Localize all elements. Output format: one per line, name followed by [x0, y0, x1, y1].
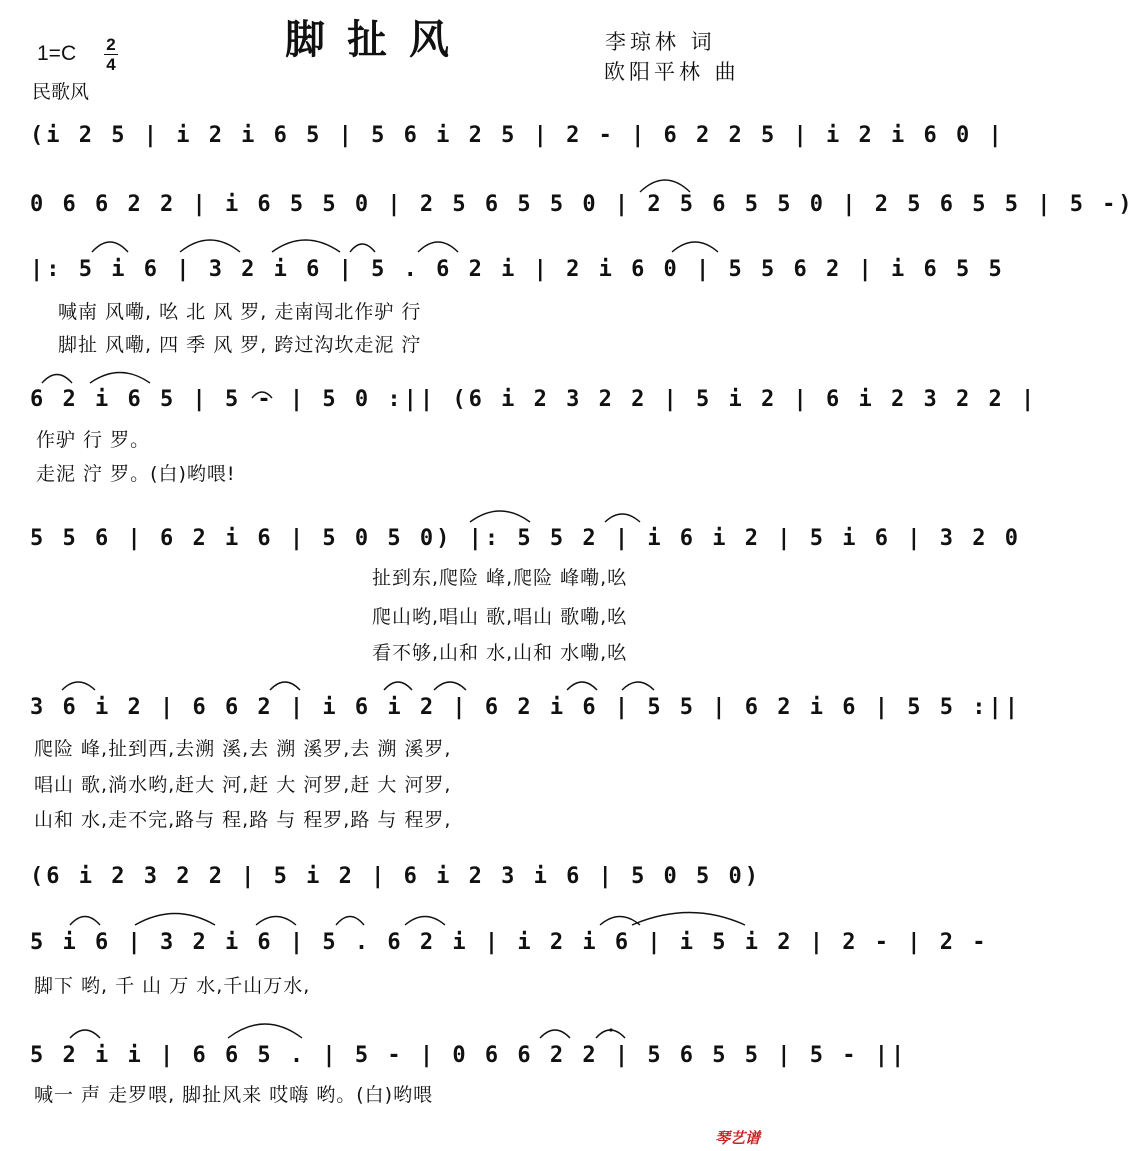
score-system-3: |: 5 i 6 | 3 2 i 6 | 5 . 6 2 i | 2 i 6 0 | 5 5 6 2 | i 6 5 5: [30, 257, 1005, 282]
slur-arc: [405, 917, 445, 926]
slur-arc: [42, 375, 72, 384]
slur-arc: [622, 682, 654, 690]
slur-arc: [605, 514, 640, 522]
key-signature: 1=C: [37, 42, 77, 65]
song-title: 脚扯风: [285, 17, 471, 63]
slur-arc: [90, 373, 150, 384]
slur-arc: [180, 240, 240, 252]
slur-arc: [567, 682, 597, 690]
slur-arc: [540, 1030, 570, 1038]
score-system-5: 5 5 6 | 6 2 i 6 | 5 0 5 0) |: 5 5 2 | i 6 i 2 | 5 i 6 | 3 2 0: [30, 526, 1021, 551]
score-system-6: 3 6 i 2 | 6 6 2 | i 6 i 2 | 6 2 i 6 | 5 5 | 6 2 i 6 | 5 5 :||: [30, 695, 1021, 720]
slur-arc: [336, 917, 364, 926]
lyric-verse-1: 扯到东,爬险 峰,爬险 峰嘞,吆: [372, 567, 628, 589]
lyric-verse-2: 爬山哟,唱山 歌,唱山 歌嘞,吆: [372, 606, 628, 628]
slur-arc: [256, 917, 296, 926]
lyric-verse-1: 喊南 风嘞, 吆 北 风 罗, 走南闯北作驴 行: [58, 301, 422, 323]
lyric-verse-1: 脚下 哟, 千 山 万 水,千山万水,: [34, 975, 311, 997]
score-system-4: 6 2 i 6 5 | 5 - | 5 0 :|| (6 i 2 3 2 2 | 5 i 2 | 6 i 2 3 2 2 |: [30, 387, 1038, 412]
slur-arc: [135, 914, 215, 926]
slur-arc: [228, 1024, 302, 1038]
style-marking: 民歌风: [32, 81, 90, 103]
slur-arc: [92, 242, 128, 252]
slur-arc: [418, 242, 458, 252]
lyric-verse-2: 唱山 歌,淌水哟,赶大 河,赶 大 河罗,赶 大 河罗,: [34, 774, 452, 796]
lyricist-credit: 李琼林 词: [605, 30, 716, 54]
lyric-verse-2: 脚扯 风嘞, 四 季 风 罗, 跨过沟坎走泥 泞: [58, 334, 422, 356]
lyric-verse-2: 走泥 泞 罗。(白)哟喂!: [36, 463, 236, 485]
slur-arc: [640, 180, 690, 192]
score-system-1: (i 2 5 | i 2 i 6 5 | 5 6 i 2 5 | 2 - | 6 2 2 5 | i 2 i 6 0 |: [30, 123, 1005, 148]
slur-arc: [70, 917, 100, 926]
lyric-verse-1: 爬险 峰,扯到西,去溯 溪,去 溯 溪罗,去 溯 溪罗,: [34, 738, 452, 760]
score-system-8: 5 i 6 | 3 2 i 6 | 5 . 6 2 i | i 2 i 6 | i 5 i 2 | 2 - | 2 -: [30, 930, 989, 955]
time-signature-bottom: 4: [106, 55, 116, 74]
fermata-dot: [609, 1028, 612, 1031]
lyric-verse-3: 看不够,山和 水,山和 水嘞,吆: [372, 642, 628, 664]
score-system-7: (6 i 2 3 2 2 | 5 i 2 | 6 i 2 3 i 6 | 5 0 5 0): [30, 864, 762, 889]
lyric-verse-1: 喊一 声 走罗喂, 脚扯风来 哎嗨 哟。(白)哟喂: [34, 1084, 434, 1106]
slur-arc: [252, 392, 272, 398]
lyric-verse-3: 山和 水,走不完,路与 程,路 与 程罗,路 与 程罗,: [34, 809, 452, 831]
slur-arc: [70, 1030, 100, 1038]
score-system-2: 0 6 6 2 2 | i 6 5 5 0 | 2 5 6 5 5 0 | 2 5 6 5 5 0 | 2 5 6 5 5 | 5 -): [30, 192, 1135, 217]
slur-arc: [384, 682, 412, 690]
slur-arc: [632, 913, 745, 926]
slur-arc: [270, 682, 300, 690]
time-signature-top: 2: [106, 35, 116, 54]
slur-arc: [350, 244, 375, 252]
slur-arc: [672, 242, 718, 252]
slur-arc: [62, 682, 95, 690]
watermark-logo: 琴艺谱: [715, 1129, 761, 1147]
slur-arc: [434, 682, 466, 690]
score-system-9: 5 2 i i | 6 6 5 . | 5 - | 0 6 6 2 2 | 5 6 5 5 | 5 - ||: [30, 1043, 908, 1068]
slur-arc: [470, 511, 530, 522]
lyric-verse-1: 作驴 行 罗。: [36, 429, 151, 451]
slur-arc: [272, 240, 340, 252]
composer-credit: 欧阳平林 曲: [604, 60, 740, 84]
